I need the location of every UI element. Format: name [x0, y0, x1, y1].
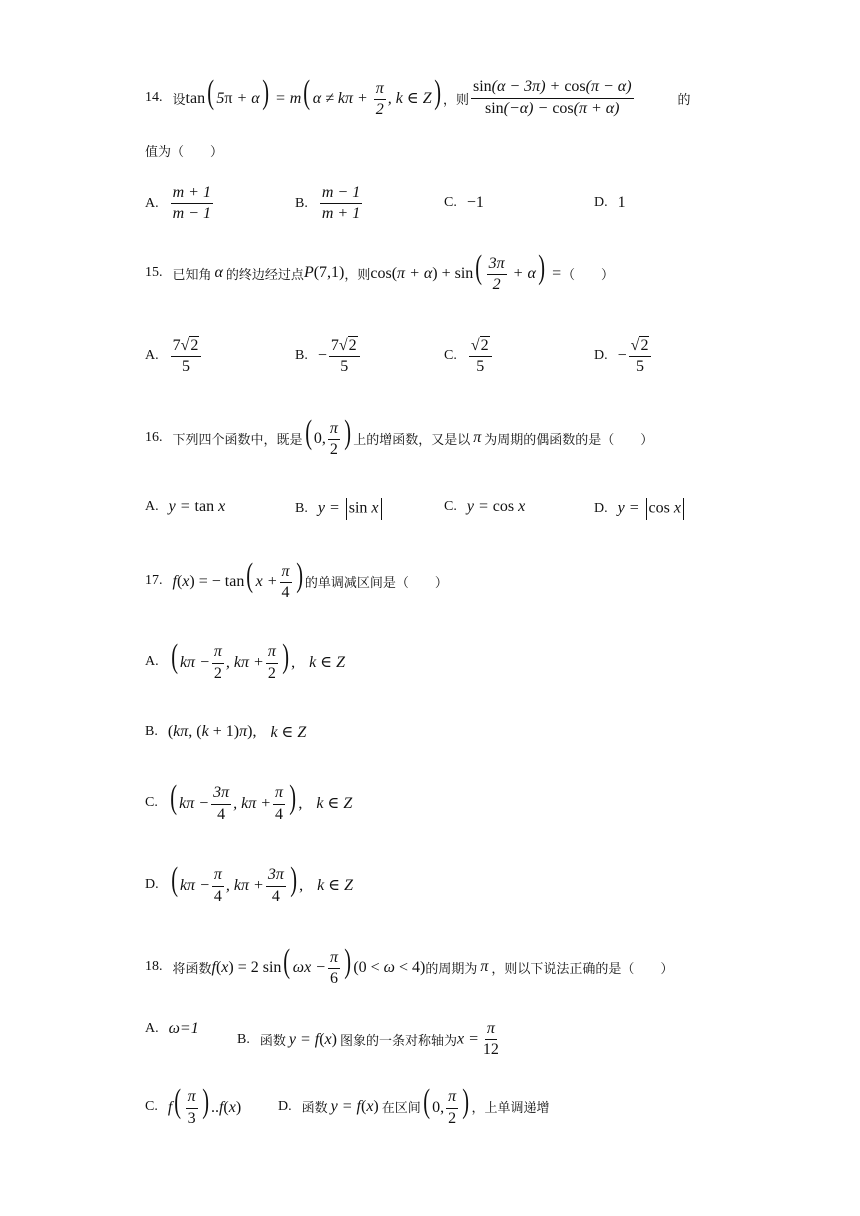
question-number: 15. — [145, 265, 163, 280]
option-text: 函数 — [259, 1034, 286, 1050]
question-17 — [145, 556, 800, 606]
option-label: A. — [145, 653, 159, 669]
option-text: ，上单调递增 — [471, 1101, 550, 1117]
math-expression: cos(π + α) + sin( $\frac{3\pi}{2}$ + α) = — [370, 249, 562, 294]
option-value: (kπ, (k + 1)π), — [167, 723, 257, 740]
option-value: ( kπ − $\frac{3\pi}{4}$ , kπ + $\frac{\pi}{4}$ ) , — [170, 779, 303, 823]
option-value: $\frac{m - 1}{m + 1}$ — [321, 184, 361, 223]
math-interval: ( 0, $\frac{\pi}{2}$ ) — [304, 414, 351, 459]
option-c[interactable] — [145, 781, 352, 824]
option-condition: k ∈ Z — [316, 794, 353, 812]
option-value: − $\frac{7√2}{5}$ — [318, 336, 362, 377]
option-d[interactable] — [594, 336, 653, 377]
option-value: ( 0, $\frac{\pi}{2}$ ) — [423, 1083, 470, 1127]
option-value: y = cos x — [466, 498, 526, 515]
option-text: 函数 — [301, 1101, 328, 1117]
math-alpha: α — [214, 264, 223, 281]
option-condition: k ∈ Z — [270, 724, 307, 741]
question-text: 设 — [172, 92, 186, 108]
option-label: A. — [145, 499, 159, 514]
option-value: ( kπ − $\frac{\pi}{4}$ , kπ + $\frac{3\pi}{4}$ ) , — [170, 861, 304, 905]
question-text: 的 — [677, 92, 691, 108]
option-label: A. — [145, 195, 159, 211]
option-label: C. — [444, 348, 457, 364]
answer-paren: （ ） — [561, 267, 614, 283]
option-text: 图象的一条对称轴为 — [339, 1034, 457, 1050]
option-c[interactable] — [444, 498, 525, 516]
question-14 — [145, 72, 800, 124]
option-d[interactable] — [594, 498, 686, 520]
question-number: 18. — [145, 959, 163, 974]
option-value: ω=1 — [168, 1020, 199, 1037]
question-text: 下列四个函数中，既是 — [172, 432, 303, 448]
question-16 — [145, 414, 800, 462]
option-label: D. — [145, 876, 159, 892]
option-value: y = tan x — [168, 498, 226, 515]
question-text: ，则 — [344, 267, 371, 283]
option-label: B. — [145, 724, 158, 739]
option-label: A. — [145, 348, 159, 364]
option-value: y = f(x) — [330, 1097, 379, 1115]
option-label: B. — [237, 1031, 250, 1047]
option-b[interactable] — [237, 1020, 503, 1060]
option-value: x = $\frac{\pi}{12}$ — [456, 1020, 499, 1059]
option-value: − $\frac{√2}{5}$ — [618, 336, 654, 377]
option-value: 1 — [617, 194, 626, 211]
question-number: 16. — [145, 430, 163, 445]
option-b[interactable] — [295, 184, 364, 224]
option-value: $\frac{√2}{5}$ — [469, 336, 492, 377]
question-text: ，则 — [442, 92, 469, 108]
question-text: 的终边经过点 — [225, 267, 304, 283]
option-label: A. — [145, 1021, 159, 1036]
option-d[interactable] — [145, 863, 353, 906]
question-text: 值为（ ） — [145, 144, 224, 160]
question-text: 为周期的偶函数的是（ ） — [484, 432, 654, 448]
option-value: ( kπ − $\frac{\pi}{2}$ , kπ + $\frac{\pi}{2}$ ) , — [170, 638, 296, 682]
question-14-line2 — [145, 140, 800, 160]
option-a[interactable] — [145, 640, 345, 683]
option-value: y = cos x — [618, 498, 686, 520]
option-value: y = f(x) — [288, 1030, 337, 1048]
question-number: 17. — [145, 573, 163, 588]
option-c[interactable] — [444, 194, 484, 212]
question-text: 上的增函数，又是以 — [353, 432, 471, 448]
option-label: D. — [594, 501, 608, 516]
question-text: 的周期为 — [425, 961, 478, 977]
option-value: f( $\frac{\pi}{3}$ ) ..f(x) — [167, 1083, 242, 1127]
option-label: D. — [594, 348, 608, 364]
question-text: 已知角 — [172, 267, 212, 283]
option-b[interactable] — [295, 498, 384, 520]
question-text: ，则以下说法正确的是（ ） — [491, 961, 674, 977]
option-label: B. — [295, 348, 308, 364]
option-condition: k ∈ Z — [317, 876, 353, 894]
math-expression: tan( 5π + α) = m( α ≠ kπ + $\frac{\pi}{2}$ , k ∈ Z) — [185, 74, 441, 119]
option-value: $\frac{m + 1}{m - 1}$ — [172, 184, 211, 223]
option-d[interactable] — [594, 194, 626, 212]
option-label: B. — [295, 195, 308, 211]
option-label: D. — [594, 195, 608, 210]
option-b[interactable] — [295, 336, 362, 377]
option-a[interactable] — [145, 336, 203, 377]
option-a[interactable] — [145, 498, 225, 516]
option-label: D. — [278, 1098, 292, 1114]
option-label: C. — [444, 195, 457, 210]
option-a[interactable] — [145, 1020, 199, 1038]
option-value: −1 — [466, 194, 484, 211]
option-label: C. — [444, 499, 457, 514]
math-fraction: $\frac{\sin(\alpha - 3\pi) + \cos(\pi - \alpha)}{\sin(-\alpha) - \cos(\pi + \alpha)}$ — [472, 78, 632, 117]
option-condition: k ∈ Z — [309, 653, 345, 671]
option-c[interactable] — [145, 1085, 241, 1128]
question-text: 将函数 — [172, 961, 212, 977]
question-18 — [145, 942, 800, 992]
option-label: C. — [145, 794, 158, 810]
question-number: 14. — [145, 90, 163, 105]
math-pi: π — [473, 429, 482, 446]
math-pi: π — [480, 958, 489, 975]
question-text: 的单调减区间是（ ） — [304, 575, 448, 591]
option-d[interactable] — [278, 1085, 549, 1128]
option-b[interactable] — [145, 722, 306, 742]
math-point: P(7,1) — [303, 264, 345, 281]
option-text: 在区间 — [381, 1101, 421, 1117]
math-expression: f(x) = 2 sin( ωx − $\frac{\pi}{6}$ ) (0 < ω < 4) — [211, 943, 426, 988]
option-value: $\frac{7√2}{5}$ — [171, 336, 202, 377]
option-a[interactable] — [145, 184, 215, 224]
option-c[interactable] — [444, 336, 494, 377]
option-label: C. — [145, 1098, 158, 1114]
question-15 — [145, 250, 800, 296]
option-value: y = sin x — [318, 498, 384, 520]
math-expression: f(x) = − tan( x + $\frac{\pi}{4}$ ) — [172, 557, 303, 602]
option-label: B. — [295, 501, 308, 516]
